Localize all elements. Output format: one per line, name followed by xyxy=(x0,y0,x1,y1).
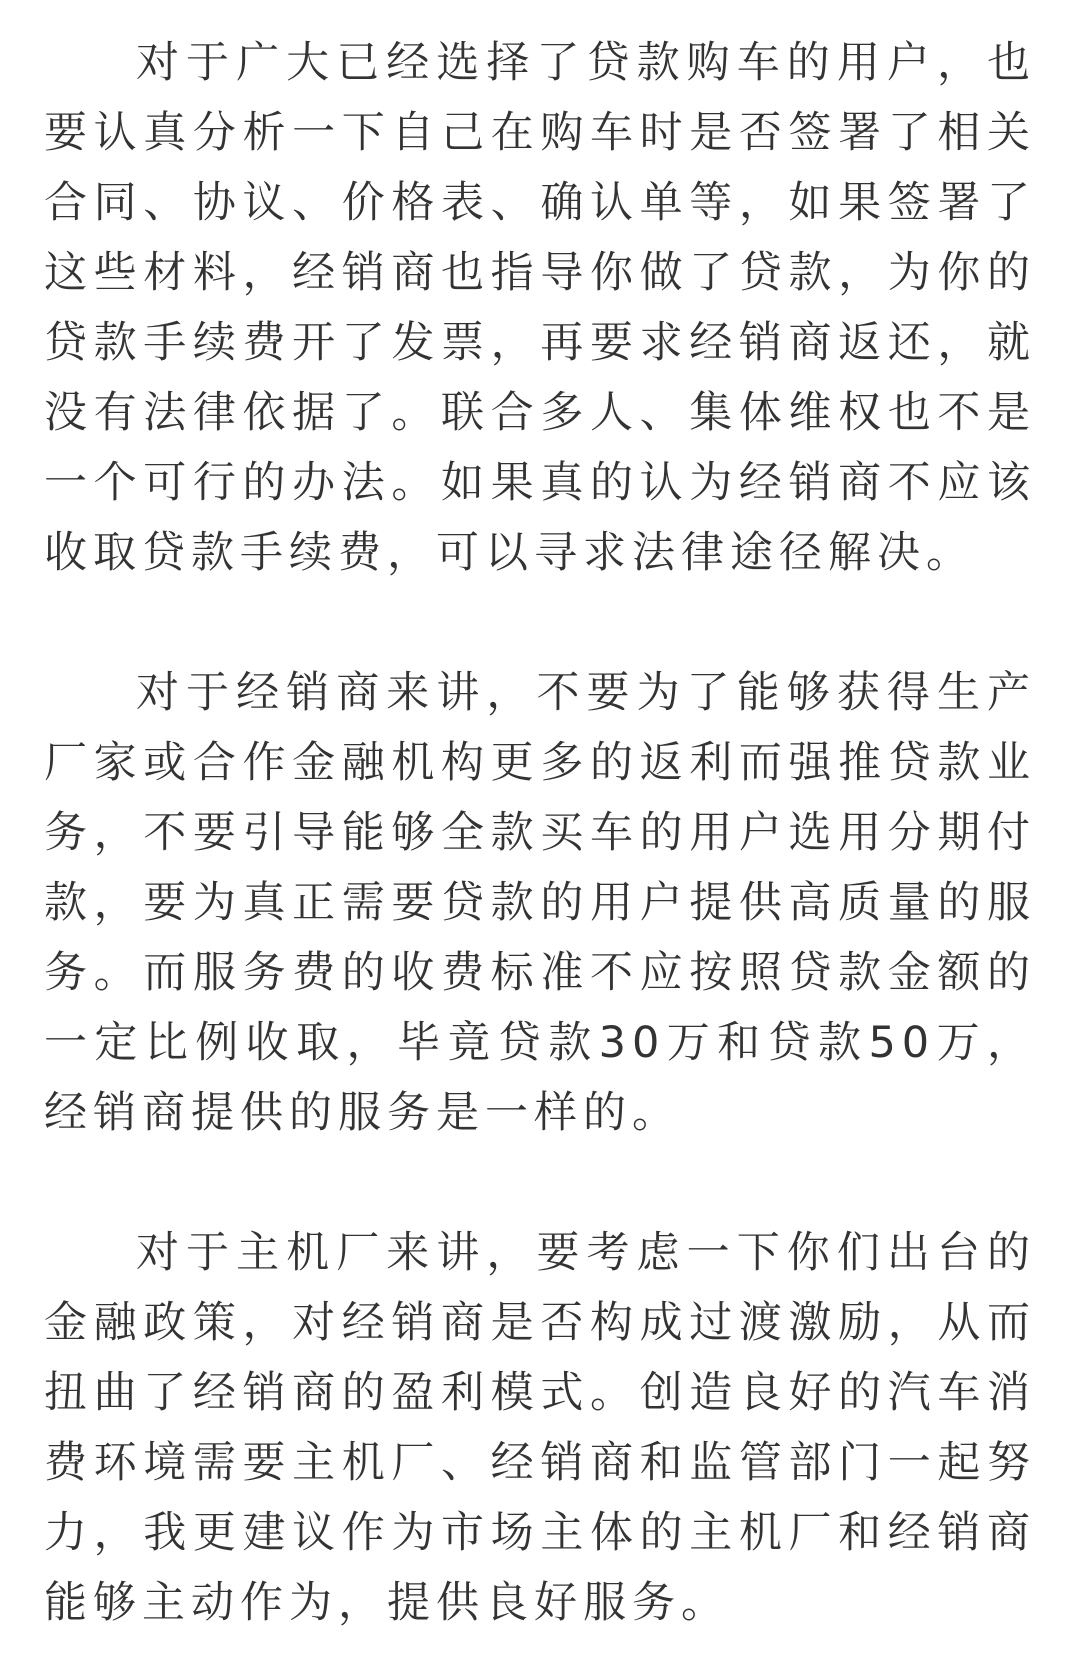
paragraph-loan-buyers: 对于广大已经选择了贷款购车的用户，也要认真分析一下自己在购车时是否签署了相关合同、协议、价格表、确认单等，如果签署了这些材料，经销商也指导你做了贷款，为你的贷款手续费开了发票，再要求经销商返还，就没有法律依据了。联合多人、集体维权也不是一个可行的办法。如果真的认为经销商不应该收取贷款手续费，可以寻求法律途径解决。 xyxy=(44,38,1036,578)
article-body xyxy=(44,28,1036,1638)
paragraph-dealers: 对于经销商来讲，不要为了能够获得生产厂家或合作金融机构更多的返利而强推贷款业务，不要引导能够全款买车的用户选用分期付款，要为真正需要贷款的用户提供高质量的服务。而服务费的收费标准不应按照贷款金额的一定比例收取，毕竟贷款30万和贷款50万，经销商提供的服务是一样的。 xyxy=(44,668,1036,1138)
paragraph-manufacturers: 对于主机厂来讲，要考虑一下你们出台的金融政策，对经销商是否构成过渡激励，从而扭曲了经销商的盈利模式。创造良好的汽车消费环境需要主机厂、经销商和监管部门一起努力，我更建议作为市场主体的主机厂和经销商能够主动作为，提供良好服务。 xyxy=(44,1228,1036,1628)
